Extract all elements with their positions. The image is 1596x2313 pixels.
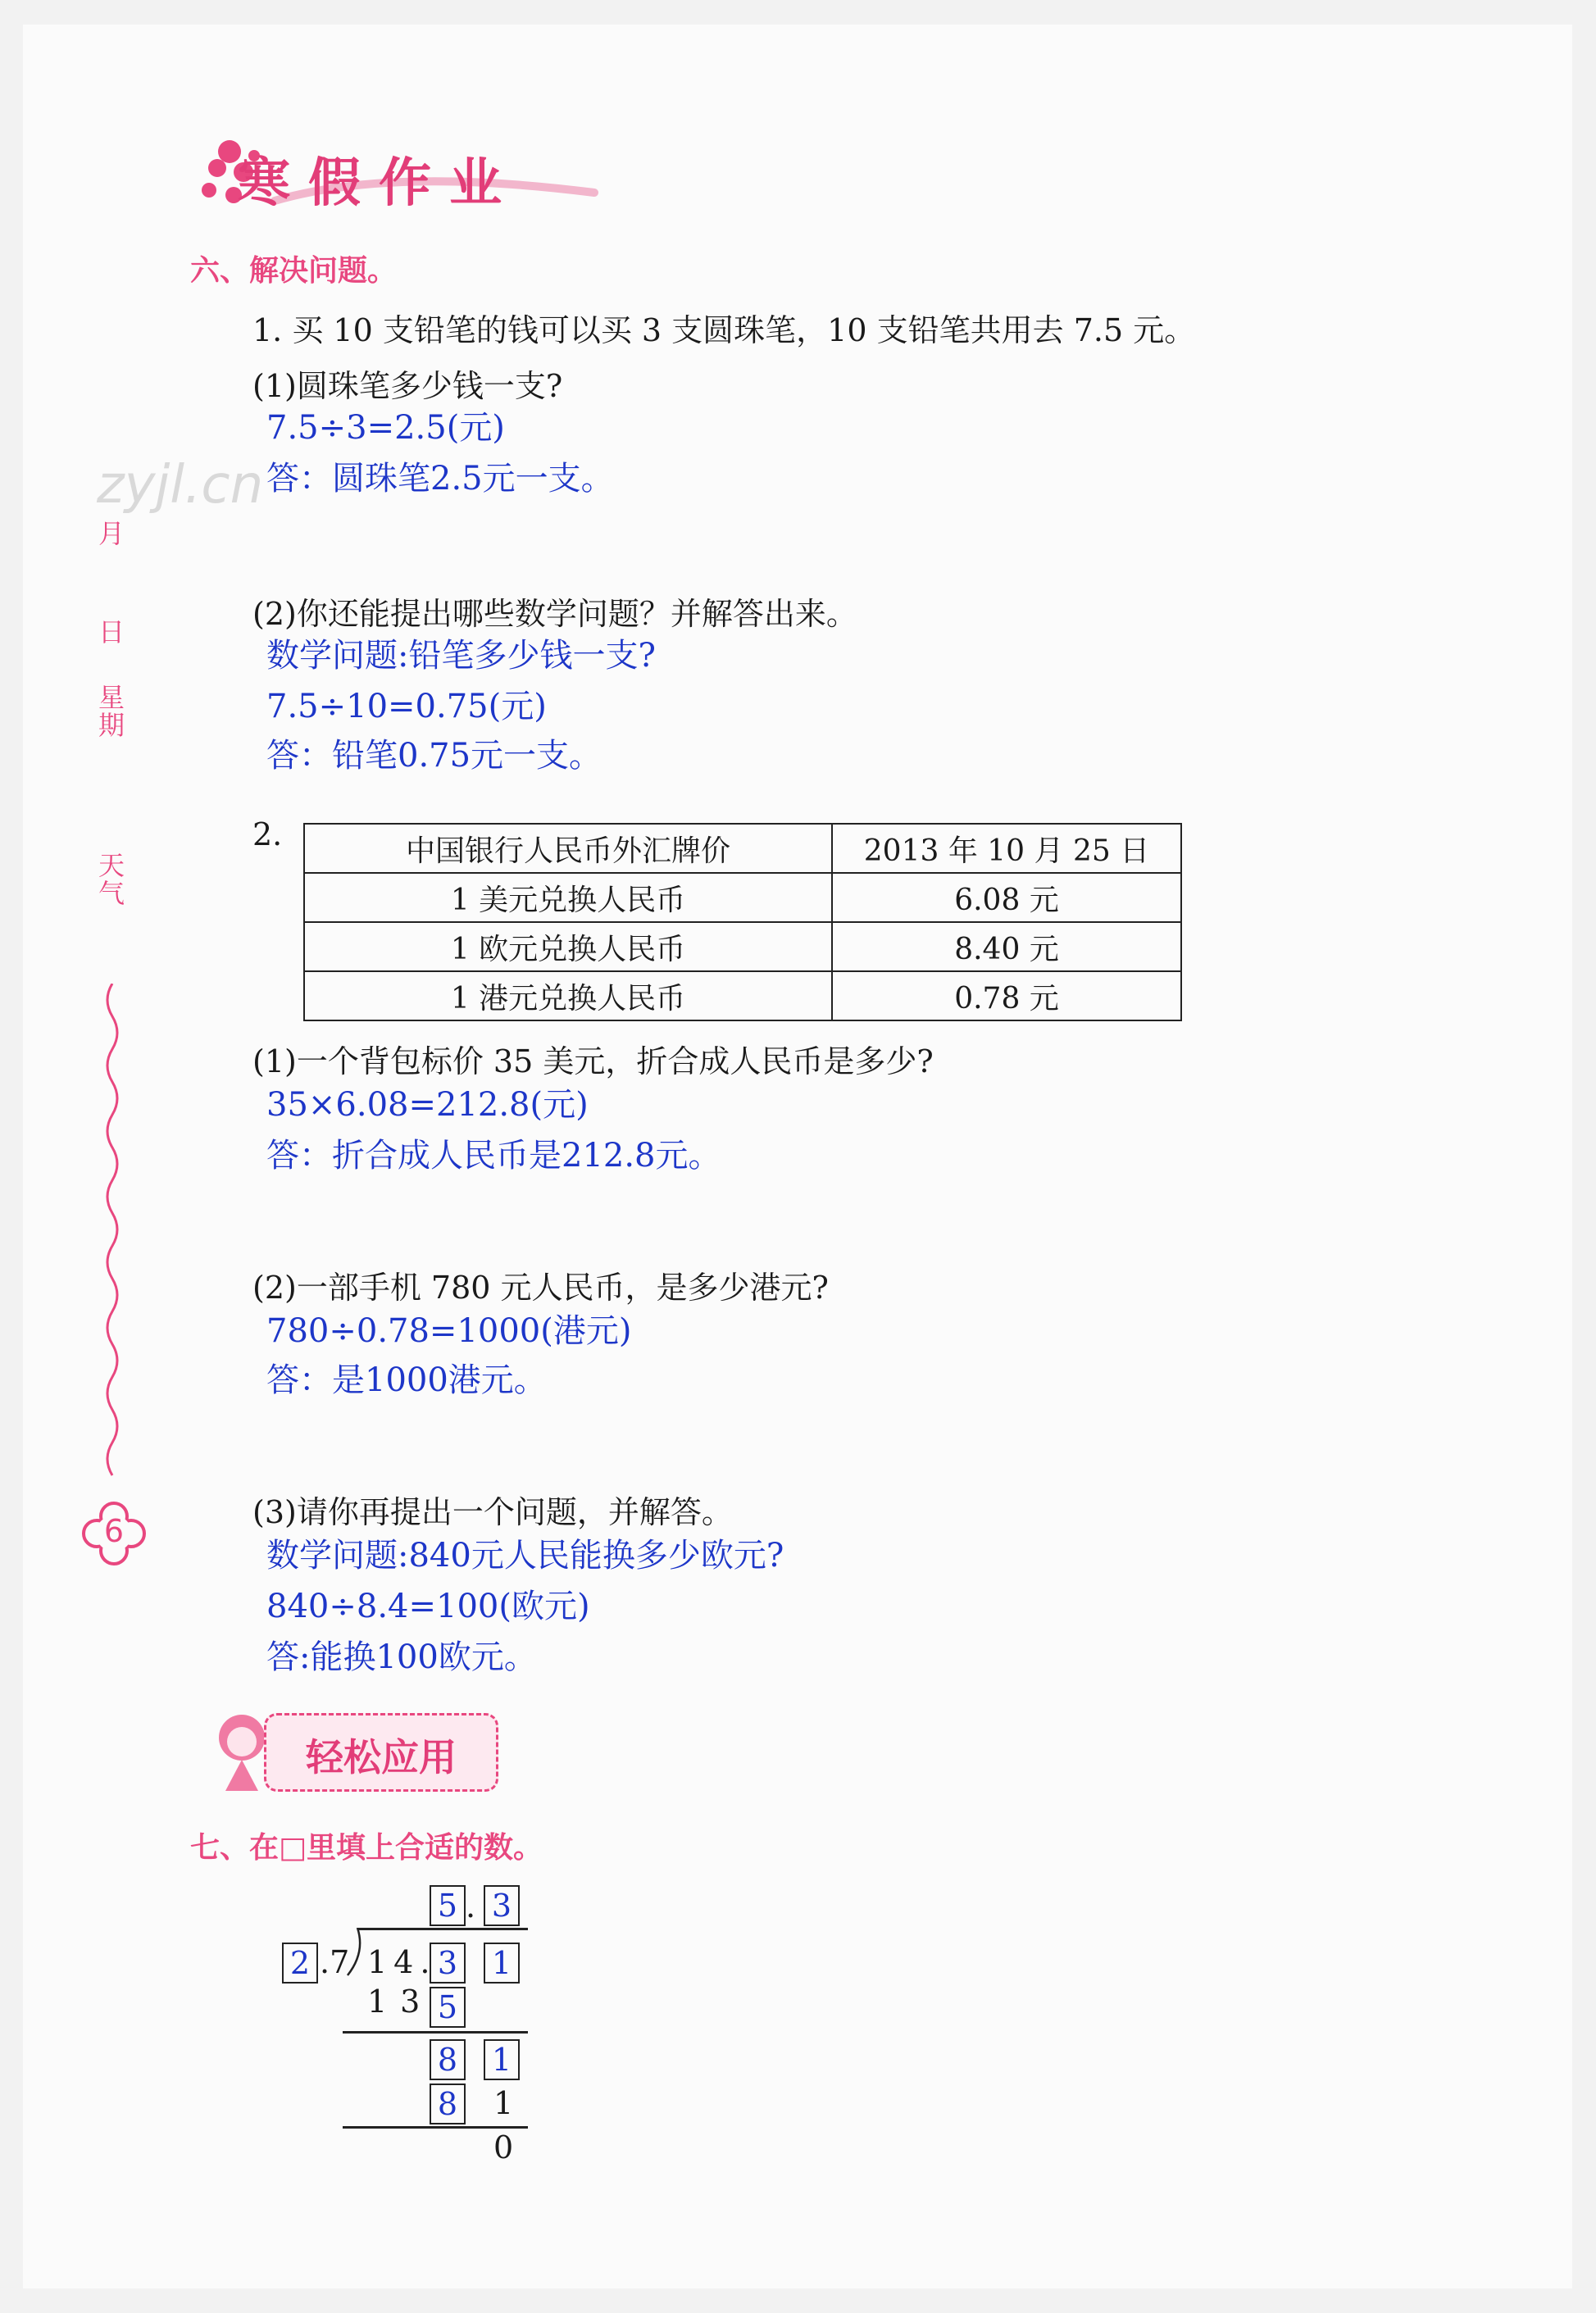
row1-digits: 13 — [367, 1984, 434, 2020]
answer-box: 5 — [430, 1885, 466, 1926]
answer-box: 1 — [484, 2039, 520, 2080]
table-cell: 1 美元兑换人民币 — [304, 873, 832, 922]
banner-title: 轻松应用 — [306, 1735, 457, 1779]
table-cell: 1 港元兑换人民币 — [304, 971, 832, 1020]
row3-digit: 1 — [493, 2085, 514, 2121]
q2-sub2-calc: 780÷0.78=1000(港元) — [266, 1312, 632, 1350]
q2-sub2-answer: 答：是1000港元。 — [266, 1361, 547, 1399]
q1-stem: 1. 买 10 支铅笔的钱可以买 3 支圆珠笔，10 支铅笔共用去 7.5 元。 — [252, 312, 1196, 348]
q2-sub1-question: (1)一个背包标价 35 美元，折合成人民币是多少? — [252, 1043, 934, 1079]
answer-box: 3 — [430, 1943, 466, 1984]
section7-heading: 七、在□里填上合适的数。 — [190, 1831, 543, 1865]
q2-sub3-question: (3)请你再提出一个问题，并解答。 — [252, 1494, 733, 1530]
table-cell: 中国银行人民币外汇牌价 — [304, 824, 832, 873]
q2-sub1-calc: 35×6.08=212.8(元) — [266, 1086, 589, 1124]
quotient-point: . — [466, 1888, 476, 1924]
q1-sub2-answer: 答：铅笔0.75元一支。 — [266, 737, 602, 775]
table-row — [304, 971, 1181, 1020]
answer-box: 8 — [430, 2084, 466, 2124]
remainder: 0 — [493, 2129, 514, 2165]
q2-sub3-problem: 数学问题:840元人民能换多少欧元? — [266, 1537, 784, 1575]
table-cell: 8.40 元 — [832, 922, 1181, 971]
answer-box: 5 — [430, 1987, 466, 2028]
exchange-rate-table — [303, 823, 1182, 1021]
answer-box: 1 — [484, 1943, 520, 1984]
q2-label: 2. — [252, 816, 283, 852]
q2-sub1-answer: 答：折合成人民币是212.8元。 — [266, 1137, 721, 1175]
q1-sub2-calc: 7.5÷10=0.75(元) — [266, 688, 547, 725]
sidebar-day: 日 — [98, 616, 125, 648]
q1-sub1-answer: 答：圆珠笔2.5元一支。 — [266, 460, 614, 498]
header-title: 寒假作业 — [238, 153, 520, 214]
table-cell: 2013 年 10 月 25 日 — [832, 824, 1181, 873]
q1-sub2-question: (2)你还能提出哪些数学问题？并解答出来。 — [252, 596, 857, 632]
table-row — [304, 824, 1181, 873]
division-line — [343, 2031, 528, 2034]
section6-heading: 六、解决问题。 — [190, 254, 398, 288]
divisor-rest: .7 — [320, 1944, 350, 1980]
q2-sub2-question: (2)一部手机 780 元人民币，是多少港元? — [252, 1270, 829, 1306]
table-cell: 1 欧元兑换人民币 — [304, 922, 832, 971]
answer-box: 2 — [282, 1943, 318, 1984]
page-number: 6 — [103, 1513, 125, 1549]
table-cell: 0.78 元 — [832, 971, 1181, 1020]
q2-sub3-answer: 答:能换100欧元。 — [266, 1638, 537, 1676]
table-row — [304, 873, 1181, 922]
table-row — [304, 922, 1181, 971]
vine-divider-icon — [98, 984, 126, 1484]
dividend: 14. — [367, 1944, 437, 1980]
sidebar-month: 月 — [98, 518, 125, 549]
q1-sub1-calc: 7.5÷3=2.5(元) — [266, 409, 505, 447]
sidebar-weather: 天气 — [98, 850, 125, 909]
q1-sub2-problem: 数学问题:铅笔多少钱一支? — [266, 637, 656, 675]
table-cell: 6.08 元 — [832, 873, 1181, 922]
answer-box: 3 — [484, 1885, 520, 1926]
watermark: zyjl.cn — [97, 455, 264, 516]
q2-sub3-calc: 840÷8.4=100(欧元) — [266, 1588, 590, 1625]
division-bar — [357, 1928, 528, 1930]
division-line — [343, 2126, 528, 2129]
q1-sub1-question: (1)圆珠笔多少钱一支? — [252, 368, 563, 404]
sidebar-weekday: 星期 — [98, 682, 125, 741]
answer-box: 8 — [430, 2039, 466, 2080]
